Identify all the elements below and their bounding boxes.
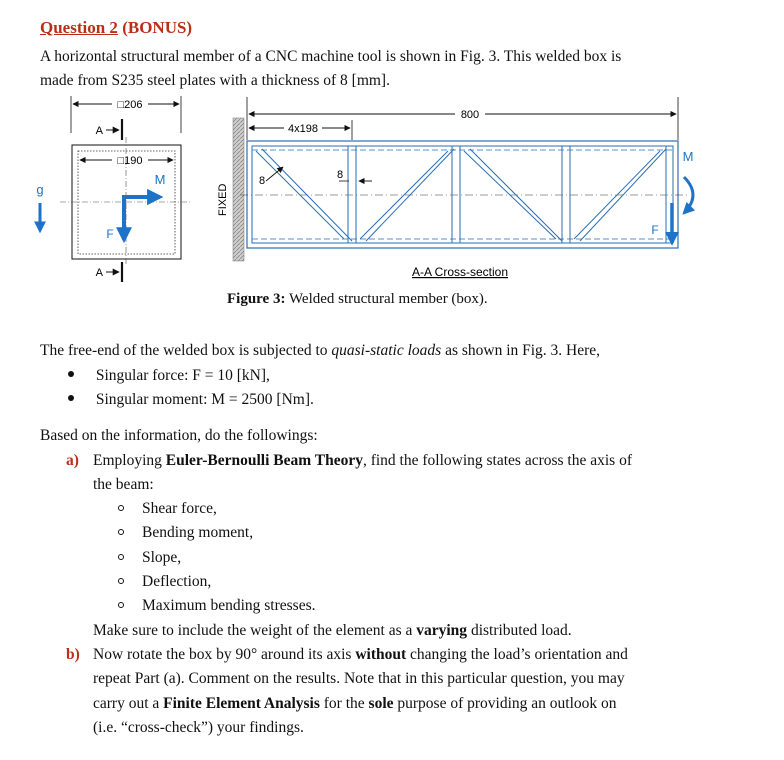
- bullet-moment-text: Singular moment: M = 2500 [Nm].: [95, 391, 314, 408]
- intro-line-2: made from S235 steel plates with a thickness of 8 [mm].: [40, 72, 390, 89]
- part-a-item: [118, 497, 217, 521]
- part-a-post: , find the following states across the axis of: [362, 452, 632, 469]
- part-b-line-4: (i.e. “cross-check”) your findings.: [93, 719, 304, 736]
- dim-thickness-1: 8: [258, 175, 266, 187]
- part-a-line-2: the beam:: [93, 476, 154, 493]
- part-b-l1-post: changing the load’s orientation and: [406, 646, 628, 663]
- moment-label: M: [682, 149, 694, 164]
- intro-line-1: A horizontal structural member of a CNC machine tool is shown in Fig. 3. This welded box is: [40, 48, 622, 65]
- circle-bullet: [118, 505, 124, 511]
- figure-caption: [227, 291, 488, 308]
- caption-label: Figure 3:: [227, 291, 286, 307]
- part-b-label: b): [66, 646, 80, 663]
- dim-spacing-label: 4x198: [288, 123, 318, 135]
- part-b-l3-mid: for the: [319, 695, 369, 712]
- part-b-l3-bold2: sole: [368, 695, 394, 712]
- bonus-tag: (BONUS): [122, 18, 193, 37]
- moment-label-end-view: M: [154, 172, 166, 187]
- part-a-item: [118, 546, 181, 570]
- circle-bullet: [118, 529, 124, 535]
- section-mark-bottom: A: [95, 267, 103, 279]
- fixed-support-label: FIXED: [217, 183, 229, 216]
- circle-bullet: [118, 602, 124, 608]
- part-a-bold: Euler-Bernoulli Beam Theory: [165, 452, 363, 469]
- part-b-line-3: [93, 692, 617, 716]
- part-b-l3-bold: Finite Element Analysis: [163, 695, 320, 712]
- circle-bullet: [118, 578, 124, 584]
- part-a-item-text: Deflection,: [142, 573, 212, 590]
- figure-3-diagram: [0, 95, 784, 285]
- part-a-note-post: distributed load.: [467, 622, 572, 639]
- bullet-dot: [68, 371, 74, 377]
- info-intro: Based on the information, do the followings:: [40, 427, 318, 444]
- part-a-item-text: Slope,: [142, 549, 182, 566]
- part-a-item: [118, 570, 211, 594]
- loads-intro-a: The free-end of the welded box is subjected to: [40, 342, 332, 359]
- bullet-force-text: Singular force: F = 10 [kN],: [95, 367, 270, 384]
- question-number: Question 2: [40, 18, 118, 37]
- part-b-line-1: [93, 643, 628, 667]
- part-a-item: [118, 521, 253, 545]
- dim-length-label: 800: [460, 109, 480, 121]
- part-a-note: [93, 619, 572, 643]
- dim-thickness-2: 8: [336, 169, 344, 181]
- section-mark-top: A: [95, 125, 103, 137]
- part-a-note-pre: Make sure to include the weight of the element as a: [93, 622, 417, 639]
- bullet-dot: [68, 395, 74, 401]
- part-b-l3-post: purpose of providing an outlook on: [393, 695, 617, 712]
- bullet-force: [68, 364, 270, 388]
- circle-bullet: [118, 554, 124, 560]
- dim-inner-label: □190: [117, 155, 143, 167]
- force-label-end-view: F: [106, 227, 114, 241]
- part-a-item-text: Bending moment,: [142, 524, 254, 541]
- dim-outer-label: □206: [117, 99, 143, 111]
- part-a-label: a): [66, 452, 79, 469]
- part-b-l3-pre: carry out a: [93, 695, 164, 712]
- part-a-item-text: Maximum bending stresses.: [142, 597, 316, 614]
- loads-intro-em: quasi-static loads: [331, 342, 442, 359]
- longitudinal-section: [217, 97, 693, 279]
- part-a-line-1: [93, 449, 632, 473]
- question-title: [40, 18, 192, 38]
- gravity-label: g: [36, 182, 44, 197]
- part-a-item: [118, 594, 316, 618]
- force-label: F: [651, 223, 659, 237]
- section-title: A-A Cross-section: [411, 265, 509, 279]
- caption-text: Welded structural member (box).: [288, 291, 488, 307]
- loads-intro: [40, 339, 600, 363]
- part-b-l1-bold: without: [355, 646, 407, 663]
- end-view: [36, 96, 190, 282]
- part-b-line-2: repeat Part (a). Comment on the results. Note that in this particular question, you may: [93, 670, 625, 687]
- part-a-pre: Employing: [93, 452, 166, 469]
- bullet-moment: [68, 388, 314, 412]
- loads-intro-b: as shown in Fig. 3. Here,: [441, 342, 601, 359]
- part-b-l1-pre: Now rotate the box by 90° around its axis: [93, 646, 356, 663]
- part-a-item-text: Shear force,: [142, 500, 217, 517]
- part-a-note-bold: varying: [416, 622, 468, 639]
